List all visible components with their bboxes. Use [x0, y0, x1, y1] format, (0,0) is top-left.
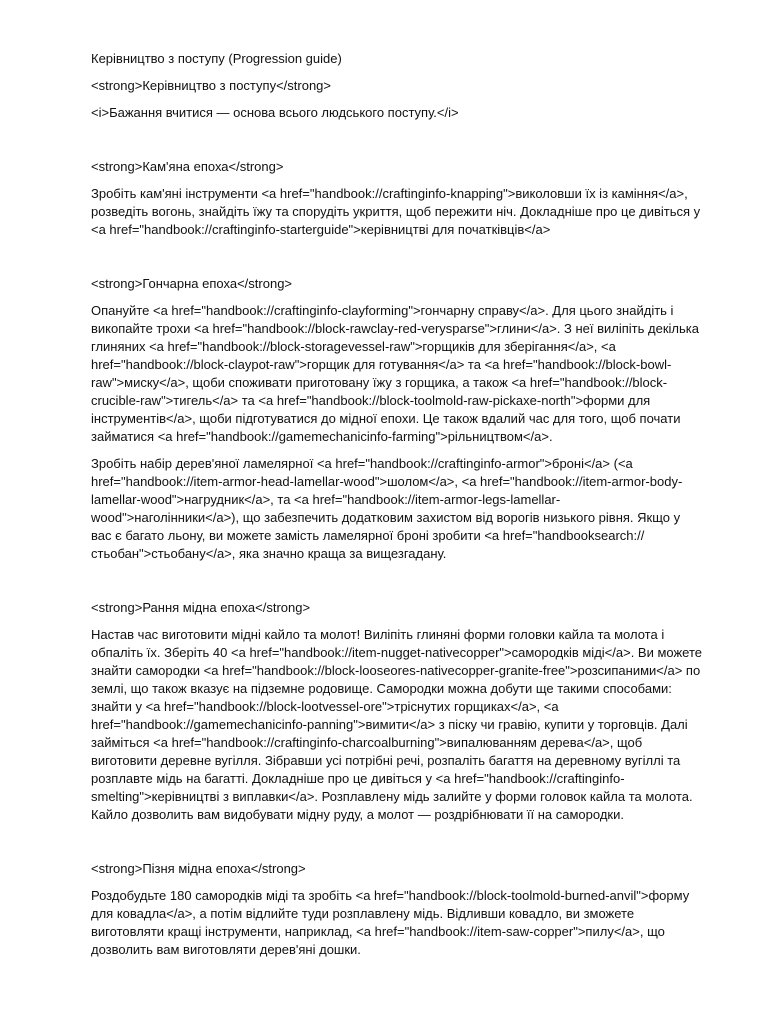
- section-heading: <strong>Пізня мідна епоха</strong>: [91, 861, 306, 876]
- section-heading: <strong>Кам'яна епоха</strong>: [91, 159, 284, 174]
- section-stone-age: [91, 158, 702, 239]
- paragraph: Зробіть кам'яні інструменти <a href="handbook://craftinginfo-knapping">виколовши їх із каміння</a>, розведіть вогонь, знайдіть їжу та спорудіть укриття, щоб пережити ніч. Докладніше про це дивіться у <a href="handbook://craftinginfo-starterguide">керівництві для початківців</a>: [91, 186, 701, 237]
- section-pottery-age: [91, 275, 702, 563]
- paragraph: Опануйте <a href="handbook://craftinginfo-clayforming">гончарну справу</a>. Для цього знайдіть і викопайте трохи <a href="handbook://block-rawclay-red-verysparse">глини</a>. З неї виліпіть декілька глиняних <a href="handbook://block-storagevessel-raw">горщиків для зберігання</a>, <a href="handbook://block-claypot-raw">горщик для готування</a> та <a href="handbook://block-bowl-raw">миску</a>, щоби споживати приготовану їжу з горщика, а також <a href="handbook://block-crucible-raw">тигель</a> та <a href="handbook://block-toolmold-raw-pickaxe-north">форми для інструментів</a>, щоби підготуватися до мідної епохи. Це також вдалий час для того, щоб почати займатися <a href="handbook://gamemechanicinfo-farming">рільництвом</a>.: [91, 303, 699, 444]
- section-heading: <strong>Гончарна епоха</strong>: [91, 276, 293, 291]
- section-heading: <strong>Рання мідна епоха</strong>: [91, 600, 311, 615]
- document-quote: <i>Бажання вчитися — основа всього людського поступу.</i>: [91, 105, 459, 120]
- paragraph: Роздобудьте 180 самородків міді та зробіть <a href="handbook://block-toolmold-burned-anvil">форму для ковадла</a>, а потім відлийте туди розплавлену мідь. Відливши ковадло, ви зможете виготовляти кращі інструменти, наприклад, <a href="handbook://item-saw-copper">пилу</a>, що дозволить вам виготовляти дерев'яні дошки.: [91, 888, 690, 957]
- section-early-copper-age: [91, 599, 702, 824]
- document-title: Керівництво з поступу (Progression guide): [91, 51, 342, 66]
- paragraph: Зробіть набір дерев'яної ламелярної <a href="handbook://craftinginfo-armor">броні</a> (<a href="handbook://item-armor-head-lamellar-wood">шолом</a>, <a href="handbook://item-armor-body-lamellar-wood">нагрудник</a>, та <a href="handbook://item-armor-legs-lamellar-wood">наголінники</a>), що забезпечить додатковим захистом від ворогів низького рівня. Якщо у вас є багато льону, ви можете замість ламелярної броні зробити <a href="handbooksearch://стьобан">стьобану</a>, яка значно краща за вищезгадану.: [91, 456, 683, 561]
- paragraph: Настав час виготовити мідні кайло та молот! Виліпіть глиняні форми головки кайла та молота і обпаліть їх. Зберіть 40 <a href="handbook://item-nugget-nativecopper">самородків міді</a>. Ви можете знайти самородки <a href="handbook://block-looseores-nativecopper-granite-free">розсипаними</a> по землі, що також вказує на підземне родовище. Самородки можна добути ще такими способами: знайти у <a href="handbook://block-lootvessel-ore">тріснутих горщиках</a>, <a href="handbook://gamemechanicinfo-panning">вимити</a> з піску чи гравію, купити у торговців. Далі займіться <a href="handbook://craftinginfo-charcoalburning">випалюванням дерева</a>, щоб виготовити деревне вугілля. Зібравши усі потрібні речі, розпаліть багаття на деревному вугіллі та розплавте мідь на багатті. Докладніше про це дивіться у <a href="handbook://craftinginfo-smelting">керівництві з виплавки</a>. Розплавлену мідь залийте у форми головок кайла та молота. Кайло дозволить вам видобувати мідну руду, а молот — роздрібнювати її на самородки.: [91, 627, 703, 822]
- section-late-copper-age: [91, 860, 702, 959]
- document-heading: <strong>Керівництво з поступу</strong>: [91, 78, 331, 93]
